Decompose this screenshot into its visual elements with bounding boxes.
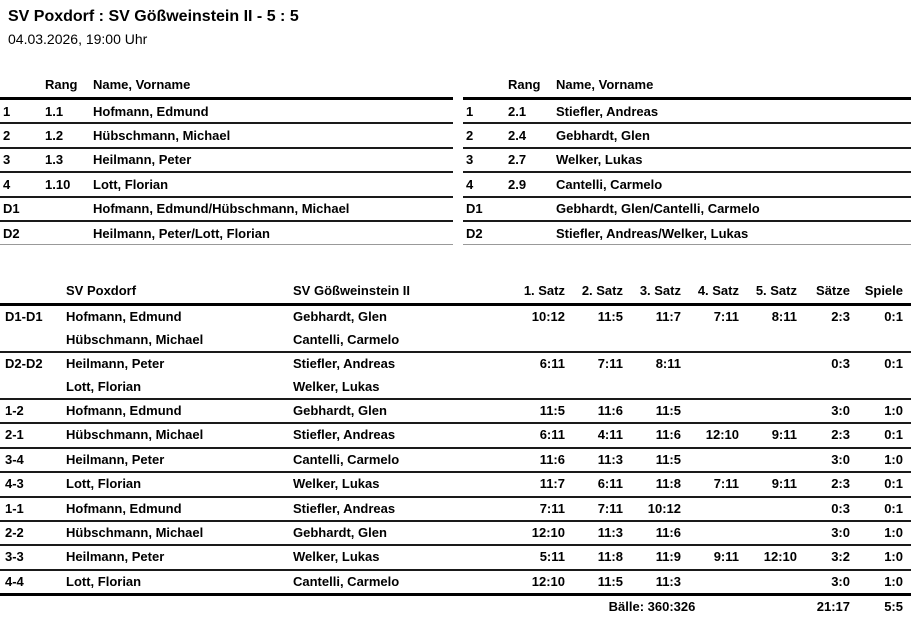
results-footer-row: [0, 595, 911, 618]
set2-score: 6:11: [597, 476, 623, 492]
home-players: [62, 423, 290, 447]
match-code: 4-4: [5, 573, 24, 589]
roster-row-number: D1: [3, 201, 20, 217]
roster-row-number: D2: [3, 225, 20, 241]
spiele-score: 1:0: [884, 402, 903, 418]
set2-score: 4:11: [597, 427, 623, 443]
away-players: [290, 352, 507, 399]
player-name-line: Heilmann, Peter: [66, 356, 165, 372]
player-name-line: Hübschmann, Michael: [66, 331, 204, 347]
results-table: [0, 278, 911, 617]
set3-score: 8:11: [655, 356, 681, 372]
match-code: 2-1: [5, 427, 24, 443]
set2-score: 7:11: [597, 356, 623, 372]
set3-score: 11:9: [655, 549, 681, 565]
saetze-score: 2:3: [831, 427, 850, 443]
roster-col-name: Name, Vorname: [556, 77, 654, 92]
roster-row: [0, 197, 453, 221]
spiele-score: 0:1: [884, 356, 903, 372]
set1-score: 6:11: [539, 356, 565, 372]
player-name-line: Cantelli, Carmelo: [293, 451, 400, 467]
match-row: [0, 521, 911, 545]
spiele-score: 0:1: [884, 500, 903, 516]
away-players: [290, 423, 507, 447]
roster-row: [0, 99, 453, 124]
results-col-set2: 2. Satz: [581, 283, 623, 299]
match-code: 2-2: [5, 524, 24, 540]
roster-row-rang: [505, 197, 553, 221]
spiele-score: 0:1: [884, 309, 903, 325]
player-name-line: Heilmann, Peter: [66, 451, 165, 467]
away-players: [290, 472, 507, 496]
set3-score: 11:3: [655, 573, 681, 589]
match-code: D2-D2: [5, 356, 43, 372]
saetze-score: 3:0: [831, 524, 850, 540]
roster-row-number: 4: [466, 176, 474, 192]
spiele-score: 1:0: [884, 524, 903, 540]
set2-score: 11:6: [597, 402, 623, 418]
roster-row: [463, 172, 911, 196]
set3-score: 10:12: [647, 500, 681, 516]
match-code: 3-4: [5, 451, 24, 467]
roster-row: [0, 123, 453, 147]
match-code: 1-1: [5, 500, 24, 516]
roster-row-rang: 2.1: [508, 103, 527, 119]
roster-header-row: [0, 72, 453, 99]
roster-header-row: [463, 72, 911, 99]
spiele-total: 5:5: [884, 599, 903, 615]
set4-score: 12:10: [705, 427, 739, 443]
set5-score: 12:10: [763, 549, 797, 565]
footer-spacer: [0, 595, 507, 618]
player-name-line: Hübschmann, Michael: [66, 524, 204, 540]
results-col-empty: [0, 278, 62, 305]
roster-row-rang: 2.7: [508, 152, 527, 168]
roster-row-name: Hofmann, Edmund/Hübschmann, Michael: [93, 201, 350, 217]
roster-row-number: 3: [466, 152, 474, 168]
set2-score: 11:3: [597, 451, 623, 467]
saetze-score: 3:0: [831, 573, 850, 589]
player-name-line: Stiefler, Andreas: [293, 427, 396, 443]
set3-score: 11:5: [655, 451, 681, 467]
roster-section: [0, 72, 911, 245]
roster-col-empty: [0, 72, 42, 99]
roster-col-rang: Rang: [508, 77, 541, 92]
results-col-set4: 4. Satz: [697, 283, 739, 299]
roster-row-name: Hofmann, Edmund: [93, 103, 209, 119]
away-players: [290, 545, 507, 569]
set3-score: 11:6: [655, 427, 681, 443]
home-players: [62, 352, 290, 399]
set3-score: 11:6: [655, 524, 681, 540]
home-players: [62, 472, 290, 496]
roster-row-number: 3: [3, 152, 11, 168]
results-header-row: [0, 278, 911, 305]
player-name-line: Welker, Lukas: [293, 549, 380, 565]
results-col-away-team: SV Gößweinstein II: [293, 283, 411, 299]
roster-col-name: Name, Vorname: [93, 77, 191, 92]
player-name-line: Cantelli, Carmelo: [293, 573, 400, 589]
match-row: [0, 305, 911, 352]
match-row: [0, 545, 911, 569]
set1-score: 5:11: [539, 549, 565, 565]
match-row: [0, 352, 911, 399]
roster-row-rang: [42, 197, 90, 221]
set4-score: 7:11: [713, 476, 739, 492]
saetze-score: 3:0: [831, 402, 850, 418]
saetze-score: 2:3: [831, 476, 850, 492]
away-players: [290, 521, 507, 545]
roster-row-name: Heilmann, Peter: [93, 152, 192, 168]
home-players: [62, 497, 290, 521]
roster-row-name: Stiefler, Andreas: [556, 103, 659, 119]
set1-score: 7:11: [539, 500, 565, 516]
roster-row-rang: 1.3: [45, 152, 64, 168]
roster-row: [0, 221, 453, 245]
roster-row-rang: [42, 221, 90, 245]
roster-row: [463, 148, 911, 172]
set4-score: [681, 521, 739, 545]
roster-row-rang: 1.1: [45, 103, 64, 119]
set5-score: [739, 570, 797, 595]
player-name-line: Gebhardt, Glen: [293, 309, 387, 325]
spiele-score: 1:0: [884, 549, 903, 565]
balls-total: Bälle: 360:326: [608, 599, 696, 615]
player-name-line: Welker, Lukas: [293, 476, 380, 492]
away-players: [290, 497, 507, 521]
player-name-line: Hofmann, Edmund: [66, 402, 182, 418]
spiele-score: 1:0: [884, 451, 903, 467]
set5-score: 8:11: [771, 309, 797, 325]
set1-score: 11:6: [539, 451, 565, 467]
roster-row-name: Stiefler, Andreas/Welker, Lukas: [556, 225, 749, 241]
set2-score: 11:5: [597, 309, 623, 325]
set4-score: [681, 399, 739, 423]
set2-score: 11:3: [597, 524, 623, 540]
match-row: [0, 423, 911, 447]
player-name-line: Gebhardt, Glen: [293, 402, 387, 418]
match-code: 3-3: [5, 549, 24, 565]
roster-row-rang: 2.4: [508, 128, 527, 144]
home-players: [62, 399, 290, 423]
roster-row: [463, 221, 911, 245]
results-col-spiele: Spiele: [864, 283, 903, 299]
roster-row-rang: 2.9: [508, 176, 527, 192]
spiele-score: 1:0: [884, 573, 903, 589]
set4-score: 7:11: [713, 309, 739, 325]
roster-row: [0, 148, 453, 172]
results-col-saetze: Sätze: [816, 283, 850, 299]
player-name-line: Hofmann, Edmund: [66, 309, 182, 325]
roster-row-name: Welker, Lukas: [556, 152, 643, 168]
match-row: [0, 448, 911, 472]
roster-col-empty: [463, 72, 505, 99]
roster-row-name: Gebhardt, Glen: [556, 128, 650, 144]
home-players: [62, 521, 290, 545]
roster-row-number: 1: [466, 103, 474, 119]
match-row: [0, 472, 911, 496]
roster-row-name: Gebhardt, Glen/Cantelli, Carmelo: [556, 201, 760, 217]
roster-col-rang: Rang: [45, 77, 78, 92]
set4-score: 9:11: [713, 549, 739, 565]
player-name-line: Lott, Florian: [66, 476, 142, 492]
roster-table-home: [0, 72, 453, 245]
roster-row: [463, 197, 911, 221]
set5-score: [739, 497, 797, 521]
match-code: 4-3: [5, 476, 24, 492]
roster-row: [463, 123, 911, 147]
saetze-score: 3:2: [831, 549, 850, 565]
saetze-total: 21:17: [816, 599, 850, 615]
roster-row-number: 2: [3, 128, 11, 144]
roster-row: [0, 172, 453, 196]
roster-row-number: D1: [466, 201, 483, 217]
set3-score: 11:7: [655, 309, 681, 325]
home-players: [62, 570, 290, 595]
away-players: [290, 448, 507, 472]
player-name-line: Lott, Florian: [66, 573, 142, 589]
home-players: [62, 448, 290, 472]
set5-score: [739, 352, 797, 399]
set1-score: 12:10: [531, 573, 565, 589]
set2-score: 7:11: [597, 500, 623, 516]
set1-score: 11:7: [539, 476, 565, 492]
saetze-score: 0:3: [831, 500, 850, 516]
player-name-line: Lott, Florian: [66, 378, 142, 394]
set4-score: [681, 570, 739, 595]
match-row: [0, 497, 911, 521]
roster-row-name: Cantelli, Carmelo: [556, 176, 663, 192]
roster-row-rang: [505, 221, 553, 245]
roster-table-away: [463, 72, 911, 245]
roster-row-rang: 1.10: [45, 176, 71, 192]
player-name-line: Stiefler, Andreas: [293, 356, 396, 372]
saetze-score: 0:3: [831, 356, 850, 372]
results-col-set1: 1. Satz: [523, 283, 565, 299]
saetze-score: 3:0: [831, 451, 850, 467]
player-name-line: Stiefler, Andreas: [293, 500, 396, 516]
set5-score: 9:11: [771, 476, 797, 492]
set2-score: 11:5: [597, 573, 623, 589]
set1-score: 10:12: [531, 309, 565, 325]
roster-row-rang: 1.2: [45, 128, 64, 144]
page-title: SV Poxdorf : SV Gößweinstein II - 5 : 5: [8, 8, 299, 25]
match-row: [0, 399, 911, 423]
set3-score: 11:8: [655, 476, 681, 492]
spiele-score: 0:1: [884, 476, 903, 492]
set5-score: [739, 448, 797, 472]
set1-score: 12:10: [531, 524, 565, 540]
results-col-set5: 5. Satz: [755, 283, 797, 299]
player-name-line: Heilmann, Peter: [66, 549, 165, 565]
roster-row-name: Hübschmann, Michael: [93, 128, 231, 144]
player-name-line: Gebhardt, Glen: [293, 524, 387, 540]
set4-score: [681, 497, 739, 521]
match-date: 04.03.2026, 19:00 Uhr: [8, 31, 148, 47]
away-players: [290, 305, 507, 352]
roster-row-number: D2: [466, 225, 483, 241]
set5-score: [739, 399, 797, 423]
home-players: [62, 305, 290, 352]
away-players: [290, 399, 507, 423]
roster-row-name: Lott, Florian: [93, 176, 169, 192]
roster-row-name: Heilmann, Peter/Lott, Florian: [93, 225, 270, 241]
set1-score: 11:5: [539, 402, 565, 418]
results-col-home-team: SV Poxdorf: [66, 283, 137, 299]
set5-score: 9:11: [771, 427, 797, 443]
set4-score: [681, 352, 739, 399]
set2-score: 11:8: [597, 549, 623, 565]
roster-row: [463, 99, 911, 124]
match-code: D1-D1: [5, 309, 43, 325]
match-code: 1-2: [5, 402, 24, 418]
saetze-score: 2:3: [831, 309, 850, 325]
roster-row-number: 2: [466, 128, 474, 144]
spiele-score: 0:1: [884, 427, 903, 443]
set1-score: 6:11: [539, 427, 565, 443]
set4-score: [681, 448, 739, 472]
results-col-set3: 3. Satz: [639, 283, 681, 299]
set5-score: [739, 521, 797, 545]
player-name-line: Cantelli, Carmelo: [293, 331, 400, 347]
roster-row-number: 4: [3, 176, 11, 192]
match-row: [0, 570, 911, 595]
roster-row-number: 1: [3, 103, 11, 119]
home-players: [62, 545, 290, 569]
player-name-line: Welker, Lukas: [293, 378, 380, 394]
player-name-line: Hofmann, Edmund: [66, 500, 182, 516]
set3-score: 11:5: [655, 402, 681, 418]
player-name-line: Hübschmann, Michael: [66, 427, 204, 443]
away-players: [290, 570, 507, 595]
